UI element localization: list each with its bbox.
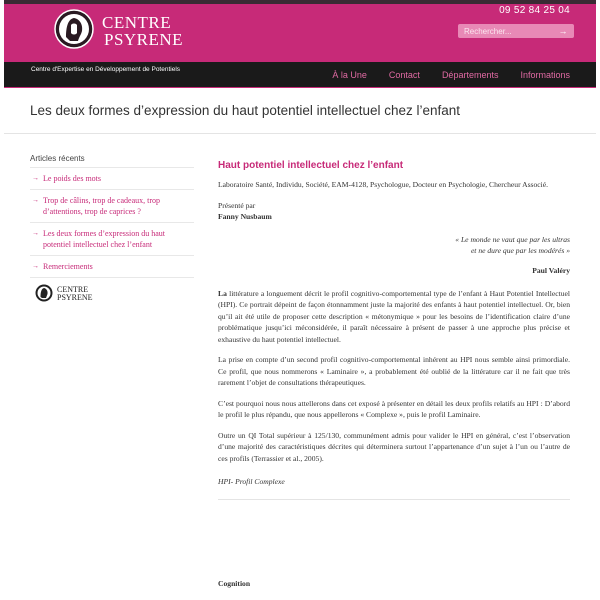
- arrow-right-icon: →: [32, 229, 39, 237]
- arrow-right-icon: →: [32, 174, 39, 182]
- phone-number: 09 52 84 25 04: [499, 5, 570, 16]
- site-tagline: Centre d'Expertise en Développement de Potentiels: [31, 66, 181, 73]
- arrow-right-icon: →: [32, 262, 39, 270]
- figure-caption: HPI- Profil Complexe: [218, 477, 285, 486]
- arrow-right-icon: →: [32, 196, 39, 204]
- main-navbar: [4, 62, 596, 88]
- main-nav: [310, 70, 570, 80]
- dropcap: La: [218, 288, 227, 298]
- sidebar-logo: [35, 283, 105, 303]
- divider: [4, 133, 596, 134]
- article-title: Haut potentiel intellectuel chez l’enfant: [218, 160, 404, 171]
- author-affiliation: Laboratoire Santé, Individu, Société, EAM-4128, Psychologue, Docteur en Psychologie, Chercheur Associé.: [218, 180, 549, 189]
- paragraph: Outre un QI Total supérieur à 125/130, communément admis pour valider le HPI en général, c’est l’observation d’une majorité des caractéristiques décrites qui déterminera surtout l’appartenance d’un sujet à l’un ou l’autre de ces profils (Terrassier et al., 2005).: [218, 430, 570, 463]
- site-header: [4, 0, 596, 62]
- sidebar-item-remerciements[interactable]: [30, 256, 194, 278]
- sidebar-item-label: Remerciements: [43, 262, 93, 271]
- search-box: [458, 24, 574, 38]
- epigraph-author: Paul Valéry: [532, 265, 570, 275]
- sidebar-item-deux-formes[interactable]: [30, 223, 194, 256]
- section-heading: Cognition: [218, 579, 251, 588]
- paragraph: C’est pourquoi nous nous attellerons dans cet exposé à présenter en détail les deux profils relatifs au HPI : D’abord le profil le plus répandu, que nous appellerons « Complexe », puis le profil Laminaire.: [218, 398, 570, 419]
- svg-text:PSYRENE: PSYRENE: [57, 293, 93, 302]
- sidebar-item-trop-de-calins[interactable]: [30, 190, 194, 223]
- nav-a-la-une[interactable]: À la Une: [332, 70, 367, 80]
- recent-articles-list: [30, 167, 194, 278]
- paragraph: La prise en compte d’un second profil cognitivo-comportemental inhérent au HPI nous semble ainsi primordiale. Ce profil, que nous nommerons « Laminaire », a probablement été oublié de la littérature car il ne fait que très rarement l’objet de consultations thérapeutiques.: [218, 355, 570, 387]
- paragraph: [218, 288, 570, 346]
- epigraph-line: et ne dure que par les modérés »: [470, 246, 570, 255]
- search-arrow-icon[interactable]: →: [558, 26, 568, 36]
- sidebar-item-poids-des-mots[interactable]: [30, 168, 194, 190]
- page-title: Les deux formes d’expression du haut potentiel intellectuel chez l’enfant: [30, 103, 461, 118]
- nav-informations[interactable]: Informations: [520, 70, 570, 80]
- presented-by: Présenté par: [218, 200, 256, 210]
- sidebar-item-label: Le poids des mots: [43, 174, 101, 183]
- svg-text:CENTRE: CENTRE: [102, 13, 172, 32]
- svg-text:PSYRENE: PSYRENE: [104, 30, 184, 49]
- epigraph-line: « Le monde ne vaut que par les ultras: [455, 234, 570, 244]
- sidebar-item-label: Les deux formes d’expression du haut potentiel intellectuel chez l’enfant: [43, 229, 165, 249]
- site-logo[interactable]: [52, 7, 197, 51]
- article: [218, 160, 570, 500]
- author-name: Fanny Nusbaum: [218, 212, 272, 221]
- sidebar-item-label: Trop de câlins, trop de cadeaux, trop d’attentions, trop de caprices ?: [43, 196, 161, 216]
- divider: [218, 499, 570, 500]
- nav-departements[interactable]: Départements: [441, 70, 499, 80]
- nav-contact[interactable]: Contact: [388, 70, 420, 80]
- svg-text:CENTRE: CENTRE: [57, 285, 89, 294]
- search-input[interactable]: [464, 25, 554, 37]
- sidebar-heading: Articles récents: [30, 154, 85, 163]
- paragraph-text: littérature a longuement décrit le profil cognitivo-comportemental type de l’enfant à Haut Potentiel Intellectuel (HPI). Ce portrait dépeint de façon étonnamment juste la majorité des enfants à haut potentiel intellectuel. Or, bien qu’il ait été utile de proposer cette description « métonymique » pour les besoins de l’identification claire d’une problématique jusqu’ici méconsidérée, il paraît nécessaire à présent de passer à une approche plus précise et exhaustive du haut potentiel intellectuel.: [218, 288, 570, 344]
